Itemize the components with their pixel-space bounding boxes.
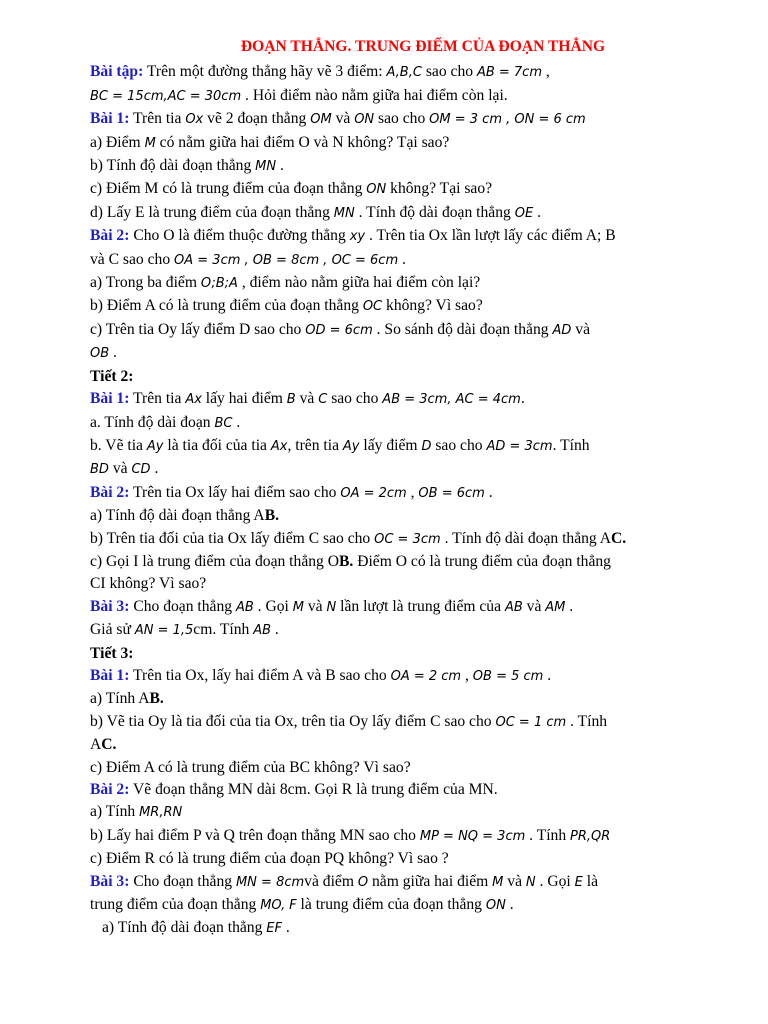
text: a) Điểm — [90, 133, 145, 151]
math: MN = 8cm — [235, 874, 305, 890]
text: A — [90, 736, 102, 754]
text: và điểm — [304, 872, 358, 890]
text: và — [522, 597, 546, 615]
text: . Tính độ dài đoạn thẳng A — [440, 529, 612, 547]
text: nằm giữa hai điểm — [368, 872, 493, 890]
t3-bai2-b — [90, 825, 716, 848]
text: cm. Tính — [193, 621, 254, 639]
t3-bai1-c: c) Điểm A có là trung điểm của BC không? Vì sao? — [90, 758, 411, 776]
problem-label: Bài 2: — [90, 227, 130, 245]
math: OB = 5 cm — [472, 668, 544, 684]
text: , điểm nào nằm giữa hai điểm còn lại? — [237, 274, 481, 292]
text: . — [276, 157, 284, 175]
math: xy — [349, 229, 366, 245]
text: sao cho — [431, 436, 487, 454]
problem-label: Bài 2: — [90, 483, 130, 501]
math: MN — [255, 159, 277, 175]
page-title: ĐOẠN THẲNG. TRUNG ĐIỂM CỦA ĐOẠN THẲNG — [240, 38, 606, 55]
text: C. — [611, 529, 627, 547]
text: , — [406, 483, 419, 501]
math: F — [289, 898, 297, 914]
t1-bai1-c — [90, 178, 716, 201]
t1-bai2-c — [90, 319, 716, 342]
problem-label: Bài 3: — [90, 597, 130, 615]
t2-bai2-a — [90, 505, 716, 527]
text: . Tính — [525, 826, 571, 844]
exercise-intro-line-1 — [90, 61, 716, 84]
text: Giả sử — [90, 621, 135, 639]
text: và — [108, 460, 132, 478]
t1-bai2-line-1 — [90, 225, 716, 248]
math: N — [525, 874, 536, 890]
problem-label: Bài 1: — [90, 110, 130, 128]
section-heading-tiet-2: Tiết 2: — [90, 367, 134, 385]
text: sao cho — [327, 390, 383, 408]
text: b) Điểm A có là trung điểm của đoạn thẳng — [90, 297, 363, 315]
text: . — [533, 203, 541, 221]
t2-bai2-c-cont: CI không? Vì sao? — [90, 575, 207, 593]
math: AB — [504, 599, 523, 615]
text: Trên tia Ox, lấy hai điểm A và B sao cho — [129, 666, 391, 684]
text: và — [295, 390, 319, 408]
math: B — [286, 392, 296, 408]
t3-bai3-line-2 — [90, 894, 716, 917]
text: sao cho — [374, 110, 430, 128]
t1-bai1-b — [90, 155, 716, 178]
text: . Gọi — [535, 872, 575, 890]
math: AM — [545, 599, 566, 615]
t1-bai2-b — [90, 295, 716, 318]
t1-bai2-a — [90, 272, 716, 295]
text: là trung điểm của đoạn thẳng — [296, 896, 486, 914]
text: B. — [264, 507, 279, 525]
t2-bai1-line — [90, 388, 716, 411]
text: Cho O là điểm thuộc đường thẳng — [129, 227, 350, 245]
t1-bai2-c-cont — [90, 342, 716, 365]
math: Ay — [342, 438, 360, 454]
math: MN — [333, 205, 355, 221]
text: có nằm giữa hai điểm O và N không? Tại sao? — [155, 133, 450, 151]
math: BC — [214, 415, 233, 431]
math: OA = 2cm — [340, 485, 407, 501]
math: AB = 3cm, AC = 4cm — [382, 392, 521, 408]
text: Trên một đường thẳng hãy vẽ 3 điểm: — [143, 63, 387, 81]
exercise-intro-line-2 — [90, 85, 716, 108]
math: CD — [131, 462, 151, 478]
text: Trên tia — [129, 390, 186, 408]
t3-bai3-line-1 — [90, 871, 716, 894]
text: và — [331, 110, 355, 128]
math: ON — [354, 112, 375, 128]
text: Cho đoạn thẳng — [129, 872, 236, 890]
math: ON — [366, 182, 387, 198]
text: . So sánh độ dài đoạn thẳng — [372, 320, 553, 338]
math: AD = 3cm — [486, 438, 553, 454]
math: M — [292, 599, 304, 615]
text: b) Trên tia đối của tia Ox lấy điểm C sao cho — [90, 529, 375, 547]
t1-bai1-d — [90, 202, 716, 225]
text: vẽ 2 đoạn thẳng — [203, 110, 311, 128]
text: sao cho — [421, 63, 477, 81]
text: C. — [101, 736, 117, 754]
text: . — [505, 896, 514, 914]
math: OA = 3cm , OB = 8cm , OC = 6cm — [174, 252, 399, 268]
text: c) Điểm M có là trung điểm của đoạn thẳng — [90, 180, 367, 198]
text: và C sao cho — [90, 250, 175, 268]
text: lấy điểm — [359, 436, 422, 454]
math: PR,QR — [570, 828, 611, 844]
math: EF — [266, 921, 282, 937]
t2-bai2-b — [90, 528, 716, 551]
text: và — [303, 597, 327, 615]
text: a) Tính A — [90, 690, 150, 708]
t3-bai1-line — [90, 665, 716, 688]
math: OC — [362, 299, 383, 315]
text: . — [543, 666, 552, 684]
text: không? Tại sao? — [386, 180, 493, 198]
text: . Trên tia Ox lần lượt lấy các điểm A; B — [365, 227, 616, 245]
text: a. Tính độ dài đoạn — [90, 413, 215, 431]
text: là — [582, 872, 598, 890]
t2-bai2-c — [90, 551, 716, 573]
math: MO, — [260, 898, 286, 914]
math: AB = 7cm — [476, 65, 542, 81]
text: lấy hai điểm — [201, 390, 287, 408]
problem-label: Bài 3: — [90, 872, 130, 890]
math: BC = 15cm,AC = 30cm — [90, 88, 242, 104]
section-heading-tiet-3: Tiết 3: — [90, 644, 134, 662]
t2-bai2-line — [90, 482, 716, 505]
math: MP = NQ = 3cm — [419, 828, 526, 844]
exercise-label: Bài tập: — [90, 63, 144, 81]
text: . Hỏi điểm nào nằm giữa hai điểm còn lại. — [241, 86, 508, 104]
text: . — [484, 483, 493, 501]
t2-bai3-line-2 — [90, 619, 716, 642]
text: a) Tính độ dài đoạn thẳng A — [90, 507, 265, 525]
text: b) Vẽ tia Oy là tia đối của tia Ox, trên tia Oy lấy điểm C sao cho — [90, 712, 496, 730]
t3-bai3-a — [90, 917, 716, 940]
text: . — [565, 597, 574, 615]
math: OC = 3cm — [374, 531, 441, 547]
t1-bai1-a — [90, 132, 716, 155]
text: B. — [339, 552, 354, 570]
math: E — [574, 874, 583, 890]
text: Vẽ đoạn thẳng MN dài 8cm. Gọi R là trung điểm của MN. — [129, 781, 498, 798]
text: a) Tính độ dài đoạn thẳng — [102, 919, 267, 937]
text: . — [398, 250, 406, 268]
text: , trên tia — [287, 436, 343, 454]
t1-bai1-line — [90, 108, 716, 131]
math: BD — [90, 462, 109, 478]
t3-bai1-b-cont — [90, 734, 716, 756]
text: b. Vẽ tia — [90, 436, 147, 454]
text: c) Gọi I là trung điểm của đoạn thẳng O — [90, 552, 339, 570]
text: . — [271, 621, 279, 639]
text: Điểm O có là trung điểm của đoạn thẳng — [353, 552, 611, 570]
t1-bai2-line-2 — [90, 249, 716, 272]
text: trung điểm của đoạn thẳng — [90, 896, 261, 914]
math: AB — [253, 623, 272, 639]
text: không? Vì sao? — [382, 297, 483, 315]
math: Ay — [146, 438, 164, 454]
math: ON — [485, 898, 506, 914]
math: Ax — [185, 392, 202, 408]
text: . Tính — [566, 712, 608, 730]
math: OM = 3 cm , ON = 6 cm — [429, 112, 586, 128]
problem-label: Bài 1: — [90, 390, 130, 408]
problem-label: Bài 2: — [90, 781, 130, 798]
text: . Gọi — [253, 597, 293, 615]
math: O;B;A — [200, 276, 238, 292]
text: b) Lấy hai điểm P và Q trên đoạn thẳng MN sao cho — [90, 826, 420, 844]
t2-bai1-a — [90, 412, 716, 435]
text: và — [571, 320, 591, 338]
math: D — [421, 438, 432, 454]
problem-label: Bài 1: — [90, 666, 130, 684]
t2-bai1-b-cont — [90, 458, 716, 481]
t3-bai1-b — [90, 711, 716, 734]
text: . — [150, 460, 159, 478]
text: . — [281, 919, 290, 937]
t3-bai2-c: c) Điểm R có là trung điểm của đoạn PQ không? Vì sao ? — [90, 850, 449, 868]
text: . Tính — [552, 436, 590, 454]
math: OB = 6cm — [418, 485, 485, 501]
math: OC = 1 cm — [495, 714, 567, 730]
text: . Tính độ dài đoạn thẳng — [354, 203, 515, 221]
text: a) Trong ba điểm — [90, 274, 201, 292]
text: . — [520, 390, 525, 408]
t3-bai1-a — [90, 688, 716, 710]
text: a) Tính — [90, 803, 140, 821]
text: . — [109, 344, 117, 362]
math: M — [492, 874, 504, 890]
t3-bai2-a — [90, 801, 716, 824]
text: . — [232, 413, 241, 431]
text: Cho đoạn thẳng — [129, 597, 236, 615]
math: OB — [90, 346, 110, 362]
text: d) Lấy E là trung điểm của đoạn thẳng — [90, 203, 334, 221]
text: Trên tia Ox lấy hai điểm sao cho — [129, 483, 341, 501]
math: AD — [552, 322, 572, 338]
math: M — [144, 135, 156, 151]
math: AN = 1,5 — [134, 623, 194, 639]
text: và — [503, 872, 526, 890]
text: c) Trên tia Oy lấy điểm D sao cho — [90, 320, 306, 338]
t2-bai1-b — [90, 435, 716, 458]
text: b) Tính độ dài đoạn thẳng — [90, 157, 256, 175]
math: OE — [514, 205, 534, 221]
text: , — [542, 63, 550, 81]
math: AB — [235, 599, 254, 615]
t2-bai3-line-1 — [90, 596, 716, 619]
math: Ox — [185, 112, 204, 128]
math: MR,RN — [139, 805, 183, 821]
text: , — [461, 666, 473, 684]
text: B. — [149, 690, 164, 708]
math: OA = 2 cm — [390, 668, 462, 684]
text: lần lượt là trung điểm của — [336, 597, 505, 615]
math: OM — [310, 112, 332, 128]
math: A,B,C — [386, 65, 422, 81]
math: OD = 6cm — [305, 322, 373, 338]
math: O — [357, 874, 369, 890]
text: Trên tia — [129, 110, 186, 128]
math: Ax — [270, 438, 288, 454]
text: là tia đối của tia — [163, 436, 271, 454]
math: N — [326, 599, 337, 615]
t3-bai2-line — [90, 779, 716, 801]
math: C — [318, 392, 328, 408]
